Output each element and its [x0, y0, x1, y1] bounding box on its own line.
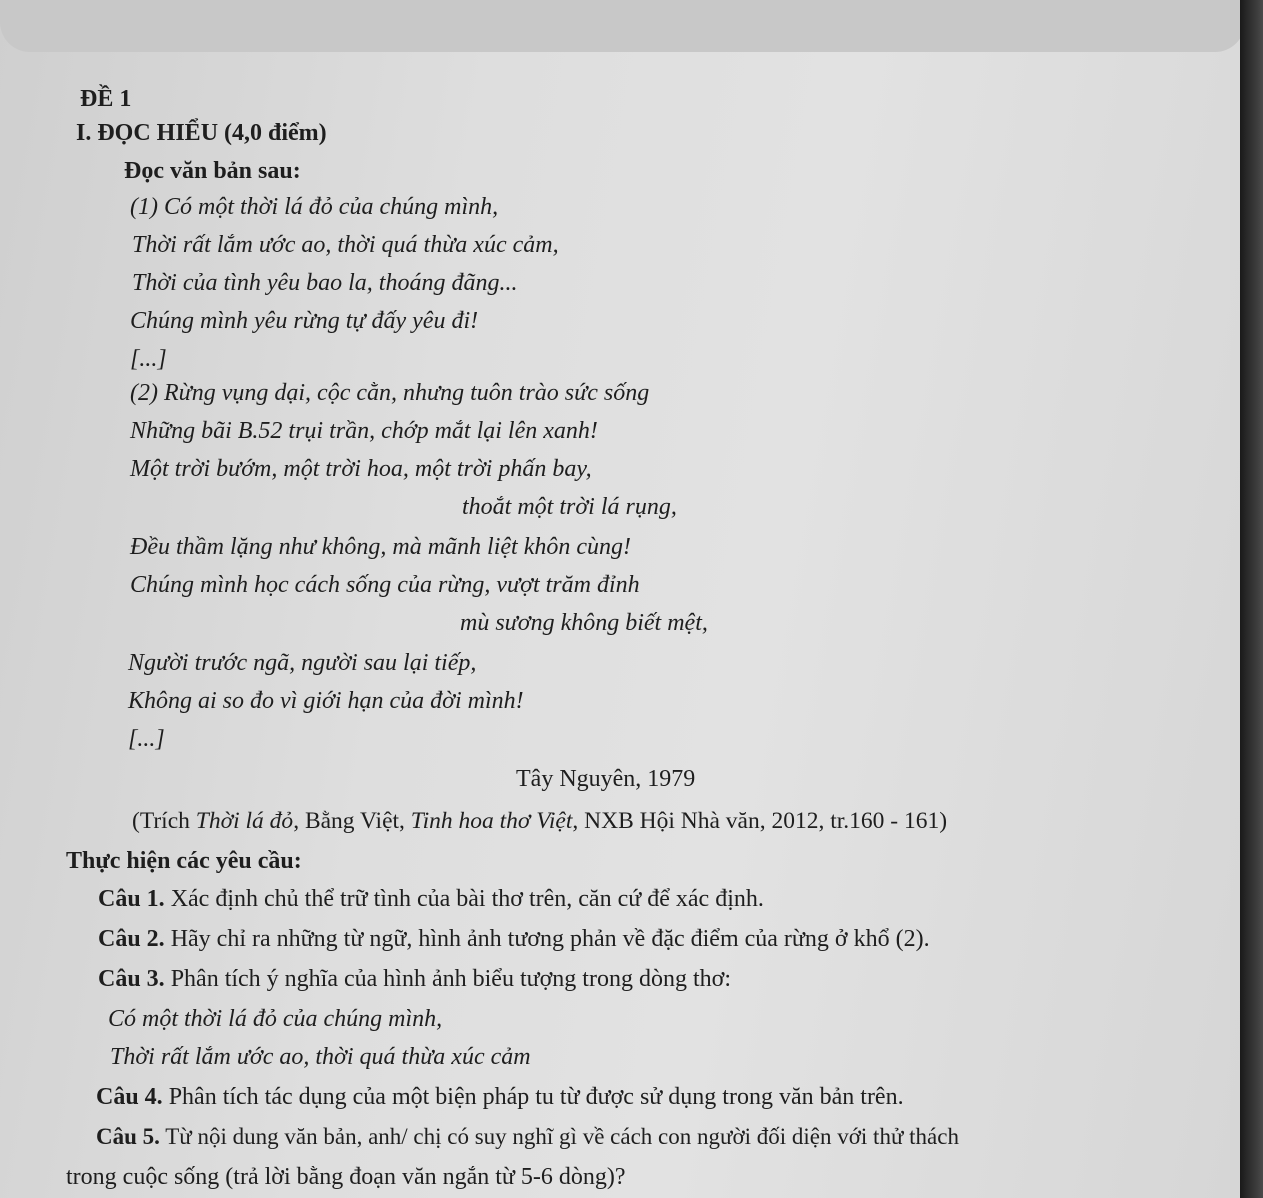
- poem-line: (2) Rừng vụng dại, cộc cằn, nhưng tuôn trào sức sống: [130, 380, 650, 406]
- page-edge: [1240, 0, 1263, 1198]
- poem-line-continuation: mù sương không biết mệt,: [460, 610, 708, 636]
- question-label: Câu 4.: [96, 1084, 163, 1110]
- question-2: [98, 924, 930, 954]
- poem-line: Đều thầm lặng như không, mà mãnh liệt khôn cùng!: [130, 534, 632, 560]
- question-5-continuation: trong cuộc sống (trả lời bằng đoạn văn ngắn từ 5-6 dòng)?: [66, 1164, 626, 1190]
- source-anthology: Tinh hoa thơ Việt: [410, 808, 573, 834]
- poem-ellipsis: [...]: [128, 726, 165, 752]
- reading-instruction: Đọc văn bản sau:: [124, 158, 301, 184]
- question-1: [98, 884, 764, 914]
- tasks-heading: Thực hiện các yêu cầu:: [66, 848, 302, 874]
- question-label: Câu 1.: [98, 886, 165, 912]
- exam-title: ĐỀ 1: [80, 86, 132, 112]
- poem-source: [132, 806, 947, 836]
- poem-line: Không ai so đo vì giới hạn của đời mình!: [128, 688, 524, 714]
- source-publication: , NXB Hội Nhà văn, 2012, tr.160 - 161): [572, 808, 948, 834]
- question-4: [96, 1082, 904, 1112]
- poem-line: Người trước ngã, người sau lại tiếp,: [128, 650, 477, 676]
- poem-line: Thời rất lắm ước ao, thời quá thừa xúc cảm,: [132, 232, 559, 258]
- poem-line-continuation: thoắt một trời lá rụng,: [462, 494, 677, 520]
- poem-line: (1) Có một thời lá đỏ của chúng mình,: [130, 194, 499, 220]
- source-work-title: Thời lá đỏ: [195, 808, 294, 834]
- poem-place-date: Tây Nguyên, 1979: [516, 766, 696, 792]
- question-label: Câu 5.: [96, 1124, 160, 1149]
- source-author: , Bằng Việt,: [293, 808, 411, 834]
- question-text: Phân tích tác dụng của một biện pháp tu từ được sử dụng trong văn bản trên.: [162, 1084, 904, 1110]
- question-3: [98, 964, 731, 994]
- question-label: Câu 2.: [98, 926, 165, 952]
- source-prefix: (Trích: [132, 808, 196, 834]
- question-text: Xác định chủ thể trữ tình của bài thơ trên, căn cứ để xác định.: [164, 886, 764, 912]
- poem-line: Chúng mình yêu rừng tự đấy yêu đi!: [130, 308, 479, 334]
- header-banner: [0, 0, 1245, 52]
- poem-line: Chúng mình học cách sống của rừng, vượt trăm đỉnh: [130, 572, 640, 598]
- question-label: Câu 3.: [98, 966, 165, 992]
- section-heading: I. ĐỌC HIỂU (4,0 điểm): [76, 120, 327, 146]
- question-5: [96, 1122, 959, 1152]
- question-text: Phân tích ý nghĩa của hình ảnh biểu tượng trong dòng thơ:: [164, 966, 731, 992]
- poem-line: Một trời bướm, một trời hoa, một trời phấn bay,: [130, 456, 592, 482]
- question-3-quote: Có một thời lá đỏ của chúng mình,: [108, 1006, 443, 1032]
- question-3-quote: Thời rất lắm ước ao, thời quá thừa xúc cảm: [110, 1044, 531, 1070]
- poem-line: Những bãi B.52 trụi trần, chớp mắt lại lên xanh!: [130, 418, 598, 444]
- poem-line: Thời của tình yêu bao la, thoáng đãng...: [132, 270, 518, 296]
- question-text: Hãy chỉ ra những từ ngữ, hình ảnh tương phản về đặc điểm của rừng ở khổ (2).: [164, 926, 930, 952]
- poem-ellipsis: [...]: [130, 346, 167, 372]
- question-text: Từ nội dung văn bản, anh/ chị có suy nghĩ gì về cách con người đối diện với thử thách: [159, 1124, 959, 1149]
